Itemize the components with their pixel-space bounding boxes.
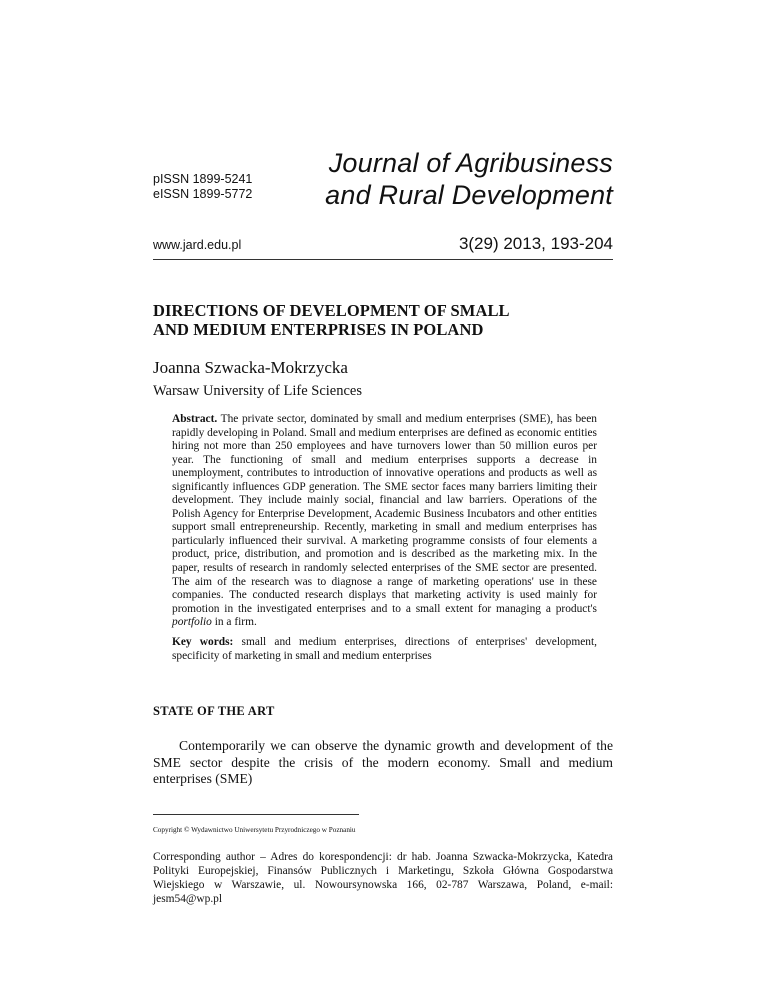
- journal-title: [293, 147, 613, 211]
- journal-title-line1: Journal of Agribusiness: [328, 148, 613, 178]
- journal-url[interactable]: www.jard.edu.pl: [153, 238, 242, 252]
- abstract-text-end: in a firm.: [211, 616, 257, 629]
- eissn: eISSN 1899-5772: [153, 187, 253, 201]
- author-affiliation: Warsaw University of Life Sciences: [153, 383, 363, 399]
- keywords: [172, 636, 597, 663]
- author-name: Joanna Szwacka-Mokrzycka: [153, 358, 348, 377]
- footnote-divider: [153, 814, 359, 815]
- abstract-italic-term: portfolio: [172, 616, 212, 629]
- section-paragraph: Contemporarily we can observe the dynamic growth and development of the SME sector despite the crisis of the modern economy. Small and medium enterprises (SME): [153, 738, 613, 786]
- issue-pages: 3(29) 2013, 193-204: [458, 234, 613, 253]
- journal-title-line2: and Rural Development: [325, 180, 613, 210]
- article-title-line2: AND MEDIUM ENTERPRISES IN POLAND: [153, 320, 484, 339]
- issn-block: [153, 172, 252, 202]
- keywords-text: small and medium enterprises, directions of enterprises' development, specificity of marketing in small and medium enterprises: [172, 636, 597, 662]
- article-title-line1: DIRECTIONS OF DEVELOPMENT OF SMALL: [153, 301, 510, 320]
- article-title: [153, 301, 613, 339]
- abstract-text: The private sector, dominated by small and medium enterprises (SME), has been rapidly developing in Poland. Small and medium enterprises are defined as economic entities hiring not more than 250 employees and have turnovers lower than 50 million euros per year. The functioning of small and medium enterprises supports a decrease in unemployment, contributes to introduction of innovative operations and products as well as significantly influences GDP generation. The SME sector faces many barriers limiting their development. They include mainly social, financial and law barriers. Operations of the Polish Agency for Enterprise Development, Academic Business Incubators and other entities support small entrepreneurship. Recently, marketing in small and medium enterprises has particularly influenced their survival. A marketing programme consists of four elements a product, price, distribution, and promotion and is described as the marketing mix. In the paper, results of research in randomly selected enterprises of the SME sector are presented. The aim of the research was to diagnose a range of marketing operations' use in these companies. The conducted research displays that marketing activity is used mainly for promotion in the investigated enterprises and to a small extent for managing a product's: [172, 413, 597, 615]
- pissn: pISSN 1899-5241: [153, 172, 253, 186]
- section-heading: STATE OF THE ART: [153, 704, 275, 718]
- header-divider: [153, 259, 613, 260]
- keywords-label: Key words:: [172, 636, 234, 648]
- corresponding-author: Corresponding author – Adres do korespondencji: dr hab. Joanna Szwacka-Mokrzycka, Katedra Polityki Europejskiej, Finansów Publicznych i Marketingu, Szkoła Główna Gospodarstwa Wiejskiego w Warszawie, ul. Nowoursynowska 166, 02-787 Warszawa, Poland, e-mail: jesm54@wp.pl: [153, 851, 613, 905]
- abstract: [172, 413, 597, 630]
- copyright-notice: Copyright © Wydawnictwo Uniwersytetu Przyrodniczego w Poznaniu: [153, 826, 356, 834]
- abstract-label: Abstract.: [172, 413, 218, 425]
